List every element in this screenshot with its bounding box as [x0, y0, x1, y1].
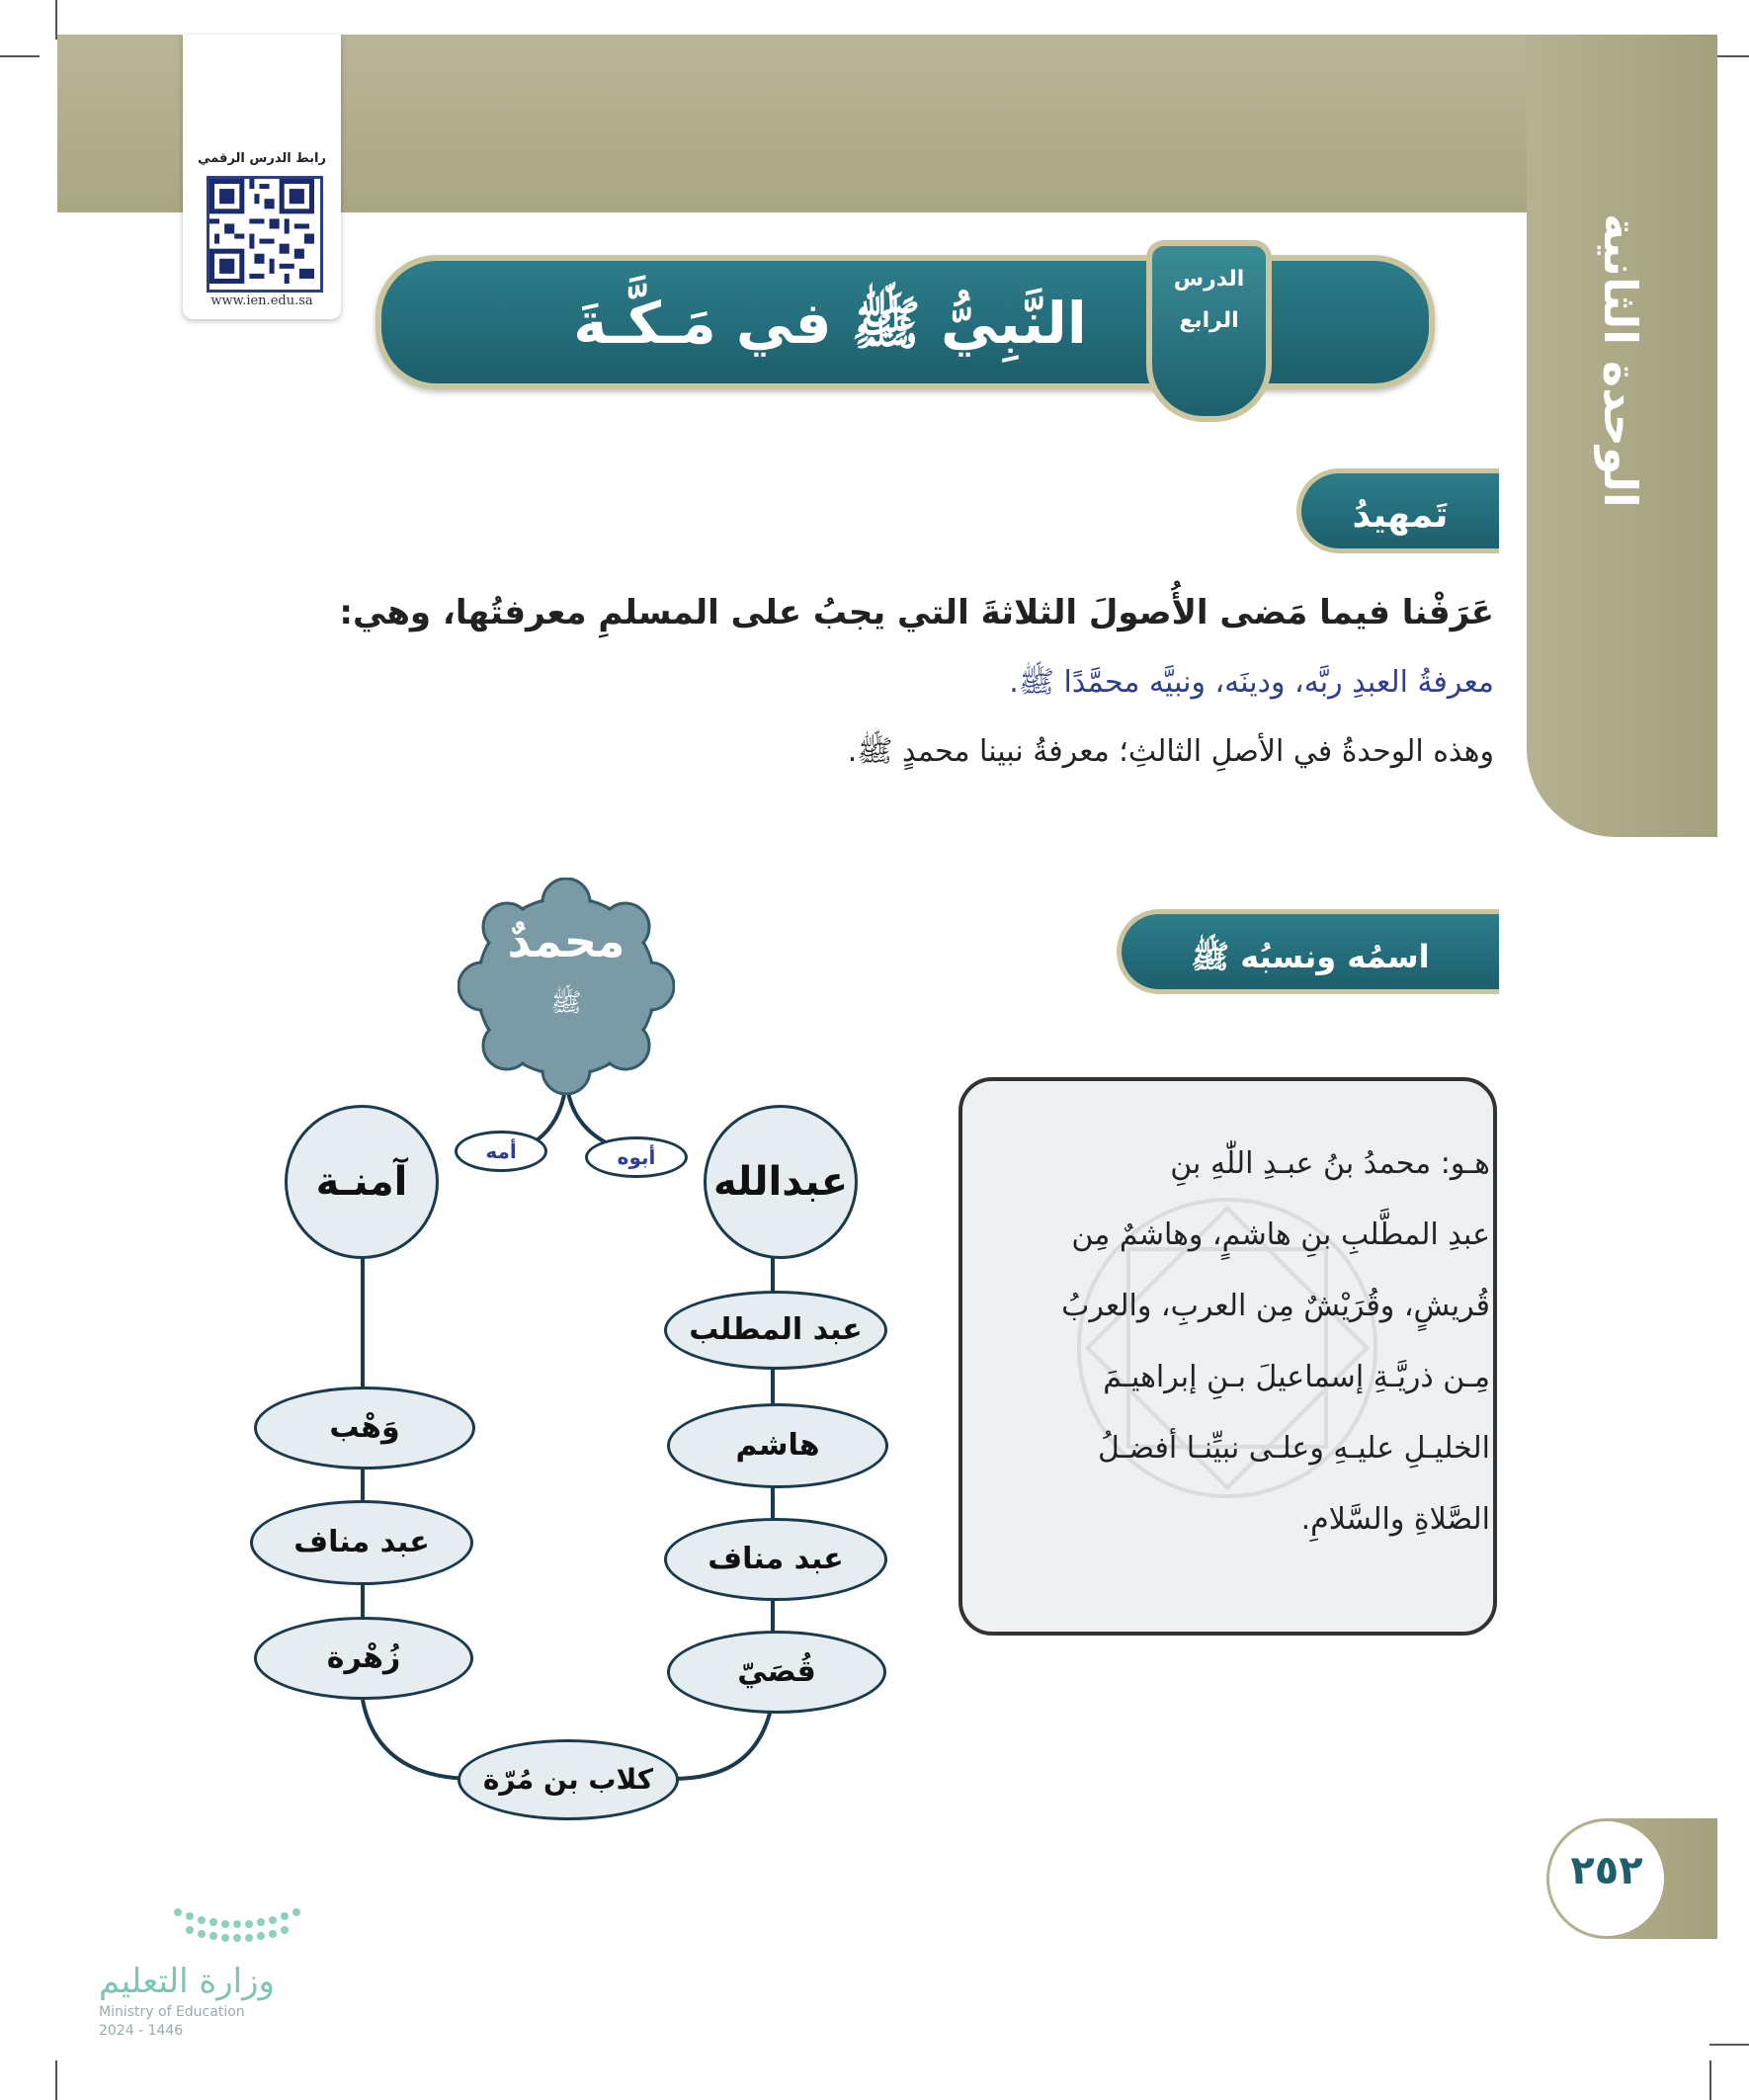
biography-line: عبدِ المطَّلبِ بنِ هاشمٍ، وهاشمٌ مِن: [1071, 1218, 1490, 1252]
father-line-node: قُصَيّ: [667, 1631, 886, 1714]
common-ancestor-node: كلاب بن مُرّة: [458, 1739, 679, 1820]
biography-line: قُريشٍ، وقُرَيْشٌ مِن العربِ، والعربُ: [1061, 1289, 1490, 1323]
father-node: عبدالله: [704, 1105, 858, 1259]
biography-line: الخليـلِ عليـهِ وعلـى نبيِّنـا أفضـلُ: [1098, 1431, 1490, 1466]
root-node-honorific: ﷺ: [550, 988, 582, 1018]
lesson-title: النَّبِيُّ ﷺ في مَـكَّـةَ: [573, 290, 1087, 357]
ministry-name-ar: وزارة التعليم: [99, 1962, 275, 2001]
intro-text-line: عَرَفْنا فيما مَضى الأُصولَ الثلاثةَ التي يجبُ على المسلمِ معرفتُها، وهي:: [339, 593, 1494, 632]
lineage-section-header: اسمُه ونسبُه ﷺ: [1117, 909, 1499, 994]
biography-line: هـو: محمدُ بنُ عبـدِ اللّٰهِ بنِ: [1170, 1146, 1490, 1181]
father-line-node: عبد مناف: [664, 1518, 887, 1601]
father-tag: أبوه: [585, 1136, 688, 1178]
page-number: ٢٥٢: [1570, 1848, 1643, 1893]
mother-line-node: وَهْب: [254, 1386, 475, 1470]
father-line-node: عبد المطلب: [664, 1291, 887, 1370]
root-node-name: محمدٌ: [507, 914, 625, 967]
ministry-logo-icon: [168, 1892, 326, 1952]
intro-text-line: معرفةُ العبدِ ربَّه، ودينَه، ونبيَّه محمَّدًا ﷺ.: [1009, 665, 1494, 700]
mother-line-node: عبد مناف: [250, 1500, 473, 1585]
ministry-year: 2024 - 1446: [99, 2023, 184, 2039]
mother-node: آمنـة: [285, 1105, 439, 1259]
intro-section-header: تَمهيدُ: [1296, 468, 1499, 553]
mother-line-node: زُهْرة: [254, 1617, 473, 1700]
lesson-badge-label: الدرس: [1173, 267, 1245, 292]
biography-line: الصَّلاةِ والسَّلامِ.: [1300, 1502, 1490, 1537]
lesson-badge-number: الرابع: [1179, 308, 1239, 333]
biography-line: مِـن ذريَّـةِ إسماعيلَ بـنِ إبراهيـمَ: [1103, 1360, 1490, 1394]
qr-label: رابط الدرس الرقمي: [198, 151, 326, 166]
intro-text-line: وهذه الوحدةُ في الأصلِ الثالثِ؛ معرفةُ نبينا محمدٍ ﷺ.: [847, 734, 1494, 769]
father-line-node: هاشم: [667, 1403, 888, 1488]
ministry-name-en: Ministry of Education: [99, 2004, 245, 2020]
mother-tag: أمه: [455, 1131, 547, 1172]
qr-url[interactable]: www.ien.edu.sa: [210, 294, 313, 308]
unit-title: الوحدة الثانية: [1594, 213, 1647, 508]
